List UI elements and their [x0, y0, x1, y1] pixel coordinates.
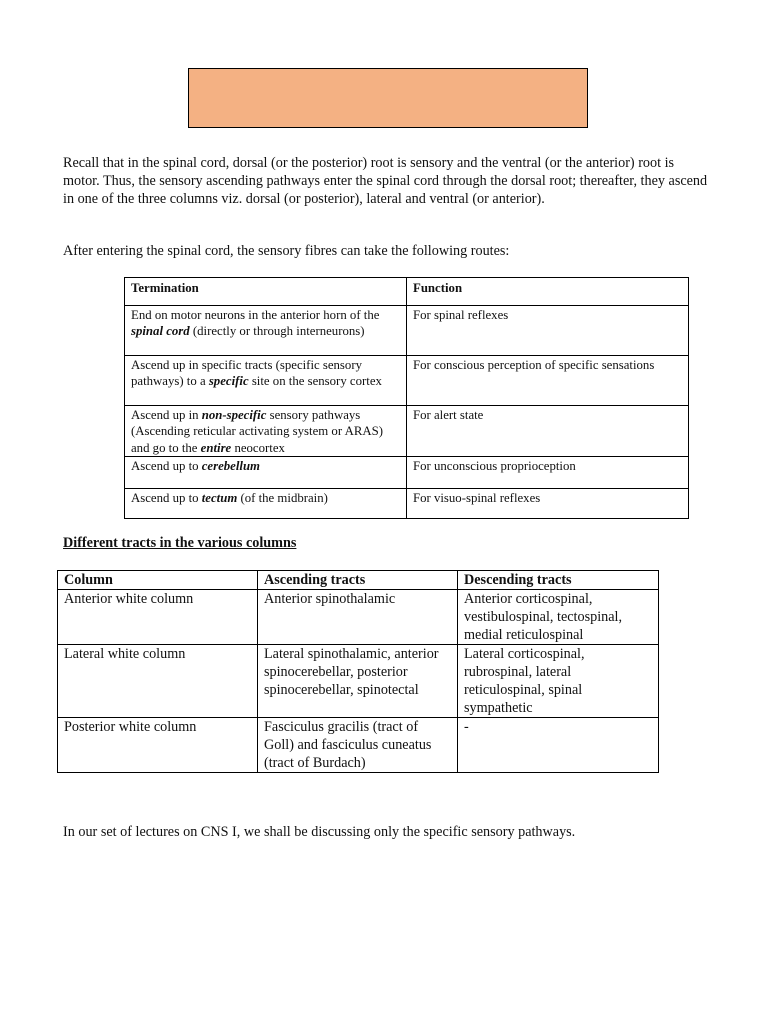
ascending-cell: Lateral spinothalamic, anterior spinocerebellar, posterior spinocerebellar, spinotectal [258, 645, 458, 718]
column-cell: Anterior white column [58, 590, 258, 645]
table-row [58, 590, 659, 645]
header-function: Function [407, 278, 689, 306]
closing-paragraph: In our set of lectures on CNS I, we shall be discussing only the specific sensory pathways. [63, 824, 576, 840]
ascending-cell: Fasciculus gracilis (tract of Goll) and fasciculus cuneatus (tract of Burdach) [258, 718, 458, 773]
table-row [58, 718, 659, 773]
descending-cell: Anterior corticospinal, vestibulospinal, tectospinal, medial reticulospinal [458, 590, 659, 645]
function-cell: For conscious perception of specific sensations [407, 356, 689, 406]
header-descending: Descending tracts [458, 571, 659, 590]
termination-cell: Ascend up to tectum (of the midbrain) [125, 488, 407, 518]
tracts-heading: Different tracts in the various columns [63, 535, 297, 551]
table-header-row [58, 571, 659, 590]
table-row [58, 645, 659, 718]
table-header-row [125, 278, 689, 306]
table-row [125, 406, 689, 457]
header-column: Column [58, 571, 258, 590]
table-row [125, 456, 689, 488]
table-row [125, 306, 689, 356]
function-cell: For spinal reflexes [407, 306, 689, 356]
descending-cell: Lateral corticospinal, rubrospinal, lateral reticulospinal, spinal sympathetic [458, 645, 659, 718]
tracts-table [57, 570, 659, 773]
descending-cell: - [458, 718, 659, 773]
termination-cell: Ascend up to cerebellum [125, 456, 407, 488]
ascending-cell: Anterior spinothalamic [258, 590, 458, 645]
termination-cell: Ascend up in specific tracts (specific sensory pathways) to a specific site on the sensory cortex [125, 356, 407, 406]
header-termination: Termination [125, 278, 407, 306]
header-ascending: Ascending tracts [258, 571, 458, 590]
termination-cell: End on motor neurons in the anterior horn of the spinal cord (directly or through interneurons) [125, 306, 407, 356]
routes-table [124, 277, 689, 519]
function-cell: For visuo-spinal reflexes [407, 488, 689, 518]
function-cell: For unconscious proprioception [407, 456, 689, 488]
table-row [125, 356, 689, 406]
table-row [125, 488, 689, 518]
column-cell: Lateral white column [58, 645, 258, 718]
column-cell: Posterior white column [58, 718, 258, 773]
routes-lead-text: After entering the spinal cord, the sensory fibres can take the following routes: [63, 243, 510, 259]
title-box [188, 68, 588, 128]
function-cell: For alert state [407, 406, 689, 457]
termination-cell: Ascend up in non-specific sensory pathways (Ascending reticular activating system or ARAS) and go to the entire neocortex [125, 406, 407, 457]
intro-paragraph: Recall that in the spinal cord, dorsal (or the posterior) root is sensory and the ventral (or the anterior) root is motor. Thus, the sensory ascending pathways enter the spinal cord through the dorsal root; thereafter, they ascend in one of the three columns viz. dorsal (or posterior), lateral and ventral (or anterior). [63, 155, 708, 207]
